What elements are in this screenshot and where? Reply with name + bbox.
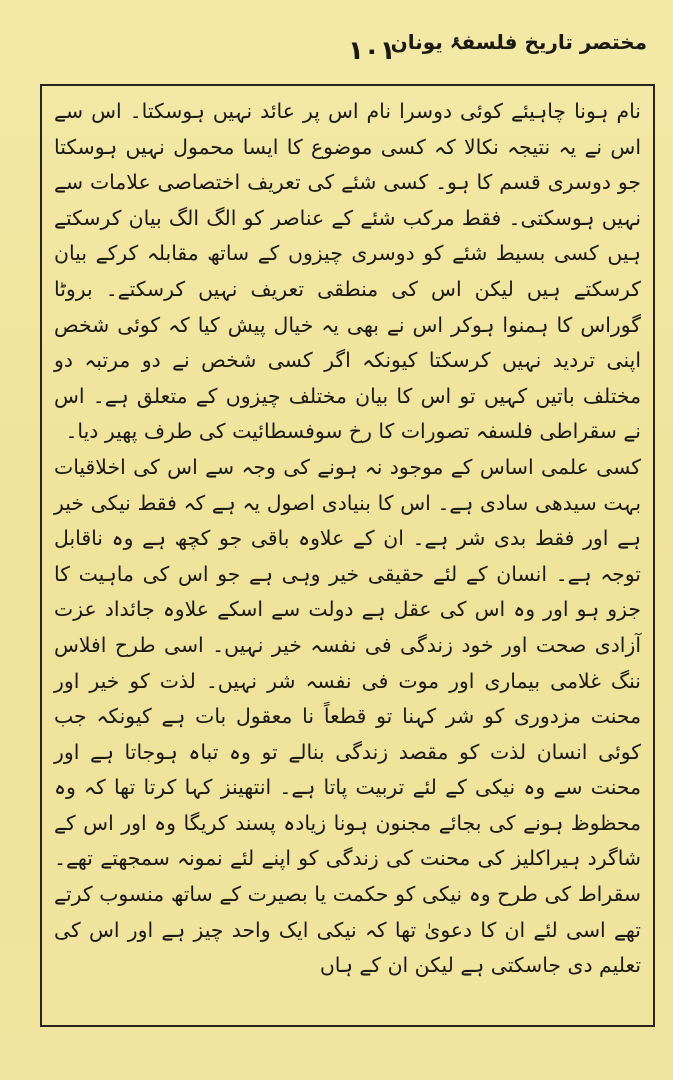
text-frame	[40, 84, 655, 1027]
paragraph-2: کسی علمی اساس کے موجود نہ ہونے کی وجہ سے اس کی اخلاقیات بہت سیدھی سادی ہے۔ اس کا بنیادی اصول یہ ہے کہ فقط نیکی خیر ہے اور فقط بدی شر ہے۔ ان کے علاوہ باقی جو کچھ ہے وہ ناقابل توجہ ہے۔ انسان کے لئے حقیقی خیر وہی ہے جو اس کی ماہیت کا جزو ہو اور وہ اس کی عقل ہے دولت سے اسکے علاوہ جائداد عزت آزادی صحت اور خود زندگی فی نفسہ خیر نہیں۔ اسی طرح افلاس ننگ غلامی بیماری اور موت فی نفسہ شر نہیں۔ لذت کو خیر اور محنت مزدوری کو شر کہنا تو قطعاً نا معقول بات ہے کیونکہ جب کوئی انسان لذت کو مقصد زندگی بنالے تو وہ تباہ ہوجاتا ہے اور محنت سے وہ نیکی کے لئے تربیت پاتا ہے۔ انتھینز کہا کرتا تھا کہ وہ محظوظ ہونے کی بجائے مجنون ہونا زیادہ پسند کریگا وہ اور اس کے شاگرد ہیراکلیز کی محنت کی زندگی کو اپنے لئے نمونہ سمجھتے تھے۔ سقراط کی طرح وہ نیکی کو حکمت یا بصیرت کے ساتھ منسوب کرتے تھے اسی لئے ان کا دعویٰ تھا کہ نیکی ایک واحد چیز ہے اور اس کی تعلیم دی جاسکتی ہے لیکن ان کے ہاں	[54, 454, 641, 978]
page-header	[30, 22, 647, 76]
page-number: ۱۰۱	[348, 36, 396, 66]
body-text	[54, 94, 641, 1015]
book-title: مختصر تاریخ فلسفۂ یونان	[390, 30, 647, 54]
paragraph-1: نام ہونا چاہیئے کوئی دوسرا نام اس پر عائد نہیں ہوسکتا۔ اس سے اس نے یہ نتیجہ نکالا کہ کسی موضوع کا ایسا محمول نہیں ہوسکتا جو دوسری قسم کا ہو۔ کسی شئے کی تعریف اختصاصی علامات سے نہیں ہوسکتی۔ فقط مرکب شئے کے عناصر کو الگ الگ بیان کرسکتے ہیں کسی بسیط شئے کو دوسری چیزوں کے ساتھ مقابلہ کرکے بیان کرسکتے ہیں لیکن اس کی منطقی تعریف نہیں کرسکتے۔ بروٹا گوراس کا ہمنوا ہوکر اس نے بھی یہ خیال پیش کیا کہ کوئی شخص اپنی تردید نہیں کرسکتا کیونکہ اگر کسی شخص نے دو مرتبہ دو مختلف باتیں کہیں تو اس کا بیان مختلف چیزوں کے متعلق ہے۔ اس نے سقراطی فلسفہ تصورات کا رخ سوفسطائیت کی طرف پھیر دیا۔	[54, 99, 641, 444]
